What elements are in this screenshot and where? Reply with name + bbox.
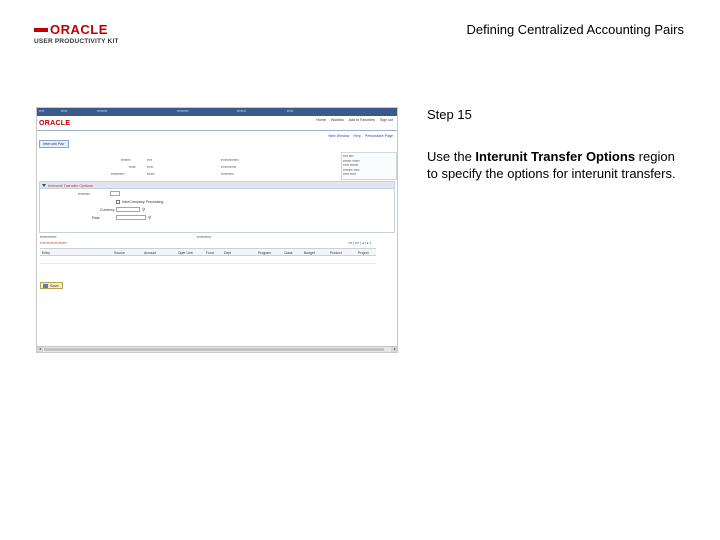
grid-col: Dept: [224, 251, 232, 255]
header-divider: [37, 130, 397, 131]
horizontal-scrollbar[interactable]: [37, 346, 397, 352]
interunit-transfer-options-section[interactable]: [39, 181, 395, 233]
grid-col: Account: [144, 251, 157, 255]
table-row: [40, 256, 376, 264]
app-nav-links: [325, 134, 393, 138]
grid-col: Fund: [206, 251, 214, 255]
menu-crumb: ▪▪▪▪: [39, 109, 45, 113]
currency-input[interactable]: [116, 207, 140, 212]
grid-col: Project: [358, 251, 369, 255]
help-panel: ▪▪▪▪ ▪▪▪▪ ▪▪▪▪▪▪▪ ▪▪▪▪▪▪ ▪▪▪▪▪ ▪▪▪▪▪▪▪ ▪▪▪▪▪▪▪▪ ▪▪▪▪▪ ▪▪▪▪▪ ▪▪▪▪▪: [341, 152, 397, 180]
top-link-home[interactable]: Home: [316, 118, 326, 122]
grid-col: Class: [284, 251, 293, 255]
save-label: Save: [50, 284, 59, 288]
grid-col: Program: [258, 251, 272, 255]
collapse-arrow-icon[interactable]: [42, 184, 46, 187]
step-text-before: Use the: [427, 149, 476, 164]
checkbox-label: InterCompany Processing: [122, 200, 164, 204]
grid-col: Entry: [42, 251, 50, 255]
grid-header: [40, 248, 376, 256]
rate-input[interactable]: [116, 215, 146, 220]
field-label: ▪▪▪▪▪▪▪▪▪:: [78, 192, 91, 196]
tab-interunit-pair[interactable]: Interunit Pair: [39, 140, 69, 148]
section-header[interactable]: [40, 182, 394, 189]
logo-bar-icon: [34, 28, 48, 32]
grid-col: Source: [114, 251, 125, 255]
menu-crumb: ▪▪▪▪▪▪▪▪: [97, 109, 108, 113]
logo-word: ORACLE: [50, 22, 108, 37]
save-icon: [43, 284, 48, 288]
grid-col: Budget: [304, 251, 315, 255]
nav-link-personalize[interactable]: Personalize Page: [364, 134, 393, 138]
menu-crumb: ▪▪▪▪▪: [287, 109, 294, 113]
field-label: ▪▪▪▪▪:: [129, 165, 137, 169]
nav-link-help[interactable]: Help: [353, 134, 361, 138]
save-button[interactable]: [40, 282, 63, 289]
app-top-links: [312, 118, 393, 122]
top-link-favorites[interactable]: Add to Favorites: [348, 118, 375, 122]
oracle-upk-logo: [34, 22, 126, 48]
application-screenshot: [36, 107, 398, 353]
document-title: Defining Centralized Accounting Pairs: [466, 22, 684, 37]
menu-crumb: ▪▪▪▪▪▪▪▪▪: [177, 109, 189, 113]
field-value: ▪▪▪▪▪▪▪▪▪▪▪▪: [221, 165, 237, 169]
grid-caption: ▪▪▪▪▪▪▪▪▪▪▪: [197, 235, 212, 239]
logo-subtitle: USER PRODUCTIVITY KIT: [34, 38, 119, 45]
field-label: ▪▪▪▪▪▪▪:: [121, 158, 131, 162]
app-menu-bar: [37, 108, 397, 116]
nav-link-new-window[interactable]: New Window: [328, 134, 350, 138]
field-value: ▪▪▪▪▪: [147, 165, 154, 169]
scroll-thumb[interactable]: [44, 348, 384, 351]
field-value: ▪▪▪▪: [147, 158, 153, 162]
scroll-left-icon[interactable]: [37, 347, 43, 352]
grid-col: Product: [330, 251, 342, 255]
step-text-highlight: Interunit Transfer Options: [475, 149, 636, 164]
menu-crumb: ▪▪▪▪▪: [61, 109, 68, 113]
intercompany-checkbox[interactable]: [116, 200, 120, 204]
scroll-right-icon[interactable]: [391, 347, 397, 352]
search-icon[interactable]: ⚲: [148, 215, 152, 220]
field-label-currency: Currency: [100, 208, 115, 212]
section-title: Interunit Transfer Options: [48, 183, 94, 188]
transfer-option-input[interactable]: [110, 191, 120, 196]
search-icon[interactable]: ⚲: [142, 207, 146, 212]
field-value: ▪▪▪▪▪▪: [147, 172, 155, 176]
top-link-signout[interactable]: Sign out: [379, 118, 393, 122]
grid-caption: ▪▪▪▪▪▪▪▪▪▪▪▪▪: [40, 235, 57, 239]
step-text-after: region to specify the options for interunit transfers.: [427, 149, 676, 181]
grid-title: ▪▪▪▪▪▪▪▪▪▪▪▪▪▪▪▪▪▪▪▪: [40, 241, 67, 245]
top-link-worklist[interactable]: Worklist: [330, 118, 344, 122]
field-label: ▪▪▪▪▪▪▪▪▪▪:: [111, 172, 125, 176]
grid-nav[interactable]: ▪▪▪ | ▪▪▪ | ◂ ▪ ▸ ▪: [348, 241, 371, 245]
field-label-rate: Rate: [92, 216, 100, 220]
menu-crumb: ▪▪▪▪▪▪▪: [237, 109, 246, 113]
step-instruction: [427, 148, 689, 182]
field-value: ▪▪▪▪▪▪▪▪▪▪: [221, 172, 234, 176]
app-brand-logo: ORACLE: [39, 120, 71, 127]
grid-col: Oper Unit: [178, 251, 193, 255]
step-number: Step 15: [427, 107, 472, 122]
field-value: ▪▪▪▪▪▪▪▪▪▪▪▪▪▪: [221, 158, 239, 162]
